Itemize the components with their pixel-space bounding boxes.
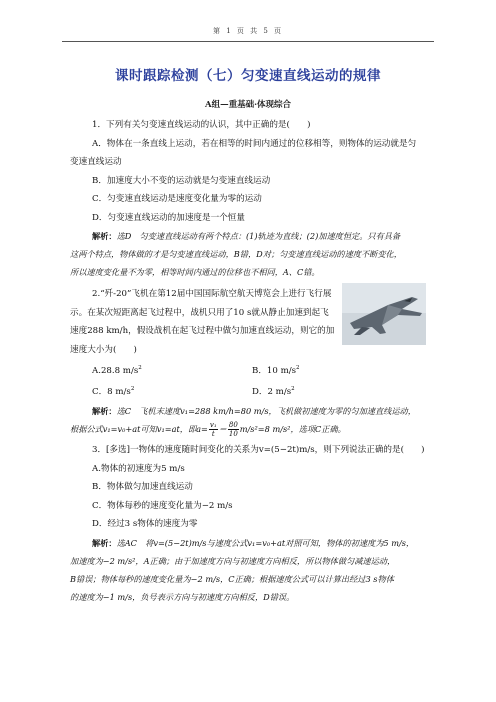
q2-option-a: A.28.8 $m/s^2$	[92, 365, 142, 376]
page-header: 第 1 页 共 5 页	[212, 27, 284, 35]
q2-block	[70, 285, 426, 359]
q1-option-a: A．物体在一条直线上运动，若在相等的时间内通过的位移相等，则物体的运动就是匀	[92, 138, 417, 149]
q2-stem-line2: 示。在某次短距离起飞过程中，战机只用了10 s就从静止加速到起飞	[70, 307, 329, 318]
q3-analysis-line2: 加速度为−2 m/s²，A正确；由于加速度方向与初速度方向相反，所以物体做匀减速运动，	[70, 555, 396, 566]
q2-option-c: C．8 $m/s^2$	[92, 386, 135, 398]
q1-analysis-line3: 所以速度变化量不为零，相等时间内通过的位移也不相同，A、C错。	[70, 267, 320, 277]
q2-options-row1	[70, 359, 426, 380]
q1-option-a-cont: 变速直线运动	[70, 157, 122, 167]
q2-stem-line3: 速度288 km/h，假设战机在起飞过程中做匀加速直线运动，则它的加	[70, 326, 335, 336]
q3-option-c: C．物体每秒的速度变化量为−2 m/s	[92, 500, 233, 511]
page-title: 课时跟踪检测（七）匀变速直线运动的规律	[115, 68, 381, 84]
q1-analysis-line1: 选D 匀变速直线运动有两个特点：(1)轨迹为直线；(2)加速度恒定。只有具备	[116, 231, 401, 241]
document-body	[70, 116, 426, 606]
header-divider	[62, 41, 434, 42]
q1-analysis-line2: 这两个特点，物体做的才是匀变速直线运动，B错，D对；匀变速直线运动的速度不断变化，	[70, 249, 402, 259]
q3-analysis-line3: B错误；物体每秒的速度变化量为−2 m/s，C正确；根据速度公式可以计算出经过3 s物体	[70, 573, 394, 584]
q2-stem-line1: 2.“歼-20”飞机在第12届中国国际航空航天博览会上进行飞行展	[92, 289, 332, 299]
q3-analysis-line4: 的速度为−1 m/s，负号表示方向与初速度方向相反，D错误。	[70, 591, 295, 602]
q3-analysis-line1: 选AC 将v=(5−2t)m/s与速度公式v₁=v₀+at对照可知，物体的初速度为5 m/s，	[116, 537, 415, 548]
q3-analysis	[70, 534, 426, 552]
analysis-label: 解析：	[92, 405, 117, 416]
fighter-jet-image	[342, 283, 426, 345]
q3-stem: 3．[多选]一物体的速度随时间变化的关系为v=(5−2t)m/s，则下列说法正确的是( )	[92, 445, 425, 456]
q1-analysis	[70, 227, 426, 245]
q2-option-b: B．10 $m/s^2$	[252, 365, 300, 376]
q2-options-row2	[70, 380, 426, 401]
analysis-label: 解析：	[92, 537, 117, 548]
q2-analysis	[70, 402, 426, 420]
q2-analysis-line2: 根据公式v₁=v₀+at可知v₁=at，即a= $\frac{\text{v₁}}{t}$ ＝ $\frac{80}{10}$ m/s²=8 m/s²，选项C正确。	[70, 421, 346, 439]
fraction-v-over-t: $\frac{\text{v₁}}{t}$	[209, 421, 217, 439]
q1-stem: 1．下列有关匀变速直线运动的认识，其中正确的是( )	[92, 120, 311, 130]
q3-option-d: D．经过3 s物体的速度为零	[92, 519, 198, 530]
q3-option-b: B．物体做匀加速直线运动	[92, 482, 193, 493]
q1-option-d: D．匀变速直线运动的加速度是一个恒量	[92, 212, 245, 223]
q1-option-c: C．匀变速直线运动是速度变化量为零的运动	[92, 194, 262, 204]
q1-option-b: B．加速度大小不变的运动就是匀变速直线运动	[92, 175, 271, 186]
analysis-label: 解析：	[92, 231, 117, 241]
section-heading: A组—重基础·体现综合	[204, 100, 292, 110]
q2-stem-line4: 速度大小为( )	[70, 344, 137, 355]
q2-analysis-line1: 选C 飞机末速度v₁=288 km/h=80 m/s，飞机做初速度为零的匀加速直线运动，	[116, 405, 416, 416]
q3-option-a: A.物体的初速度为5 m/s	[92, 463, 185, 474]
q2-option-d: D．2 $m/s^2$	[252, 386, 295, 398]
fraction-80-over-10: $\frac{80}{10}$	[228, 421, 238, 439]
